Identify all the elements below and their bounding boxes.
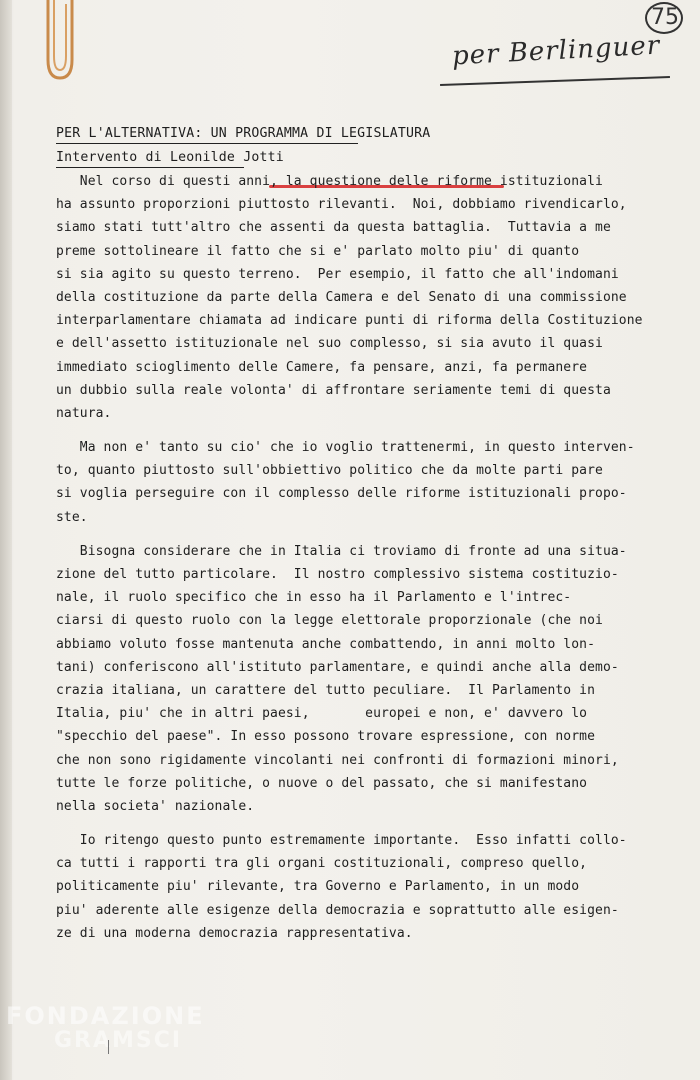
text-line: nale, il ruolo specifico che in esso ha il Parlamento e l'intrec- [56, 590, 572, 606]
text-line: nella societa' nazionale. [56, 798, 255, 814]
text-line: Italia, piu' che in altri paesi, europei e non, e' davvero lo [56, 706, 588, 722]
text-line: to, quanto piuttosto sull'obbiettivo politico che da molte parti pare [56, 463, 603, 479]
text-line: "specchio del paese". In esso possono trovare espressione, con norme [56, 729, 596, 745]
document-subtitle: Intervento di Leonilde Jotti [56, 150, 284, 165]
text-line: immediato scioglimento delle Camere, fa pensare, anzi, fa permanere [56, 359, 588, 375]
text-line: ste. [56, 509, 88, 525]
text-line: zione del tutto particolare. Il nostro complessivo sistema costituzio- [56, 567, 619, 582]
paragraph [56, 540, 627, 818]
text-line: Bisogna considerare che in Italia ci troviamo di fronte ad una situa- [56, 543, 627, 559]
paragraph [56, 436, 635, 529]
paperclip-icon [40, 0, 80, 90]
text-line: tani) conferiscono all'istituto parlamentare, e quindi anche alla demo- [56, 659, 619, 675]
watermark-line2: GRAMSCI [54, 1028, 183, 1053]
body-text [56, 170, 643, 945]
page-number: 75 [651, 5, 679, 30]
text-line: preme sottolineare il fatto che si e' parlato molto piu' di quanto [56, 243, 580, 259]
pen-mark [108, 1040, 113, 1054]
text-line: Ma non e' tanto su cio' che io voglio trattenermi, in questo interven- [56, 440, 635, 456]
text-line: ha assunto proporzioni piuttosto rilevanti. Noi, dobbiamo rivendicarlo, [56, 197, 627, 213]
text-line: politicamente piu' rilevante, tra Governo e Parlamento, in un modo [56, 879, 580, 895]
text-line: tutte le forze politiche, o nuove o del passato, che si manifestano [56, 775, 588, 791]
subtitle-underline [56, 167, 244, 168]
text-line: Nel corso di questi anni, la questione delle riforme istituzionali [56, 174, 603, 189]
title-underline [56, 143, 358, 144]
text-line: si sia agito su questo terreno. Per esempio, il fatto che all'indomani [56, 266, 619, 282]
text-line: ciarsi di questo ruolo con la legge elettorale proporzionale (che noi [56, 613, 603, 629]
watermark-line1: FONDAZIONE [6, 1002, 205, 1030]
paragraph [56, 170, 643, 425]
handwritten-note-underline [440, 76, 670, 86]
text-line: piu' aderente alle esigenze della democrazia e soprattutto alle esigen- [56, 902, 619, 918]
text-line: un dubbio sulla reale volonta' di affrontare seriamente temi di questa [56, 382, 611, 398]
binder-edge [0, 0, 12, 1080]
text-line: natura. [56, 405, 112, 421]
paragraph [56, 829, 627, 945]
text-line: abbiamo voluto fosse mantenuta anche combattendo, in anni molto lon- [56, 636, 596, 652]
text-line: crazia italiana, un carattere del tutto peculiare. Il Parlamento in [56, 682, 596, 698]
text-line: siamo stati tutt'altro che assenti da questa battaglia. Tuttavia a me [56, 220, 611, 236]
text-line: si voglia perseguire con il complesso delle riforme istituzionali propo- [56, 486, 627, 502]
document-title: PER L'ALTERNATIVA: UN PROGRAMMA DI LEGISLATURA [56, 126, 431, 141]
text-line: e dell'assetto istituzionale nel suo complesso, si sia avuto il quasi [56, 336, 603, 352]
text-line: ze di una moderna democrazia rappresentativa. [56, 925, 413, 941]
handwritten-note: per Berlinguer [451, 30, 661, 72]
text-line: della costituzione da parte della Camera e del Senato di una commissione [56, 289, 627, 305]
text-line: interparlamentare chiamata ad indicare punti di riforma della Costituzione [56, 313, 643, 329]
text-line: Io ritengo questo punto estremamente importante. Esso infatti collo- [56, 833, 627, 849]
text-line: che non sono rigidamente vincolanti nei confronti di formazioni minori, [56, 752, 619, 768]
text-line: ca tutti i rapporti tra gli organi costituzionali, compreso quello, [56, 856, 588, 872]
